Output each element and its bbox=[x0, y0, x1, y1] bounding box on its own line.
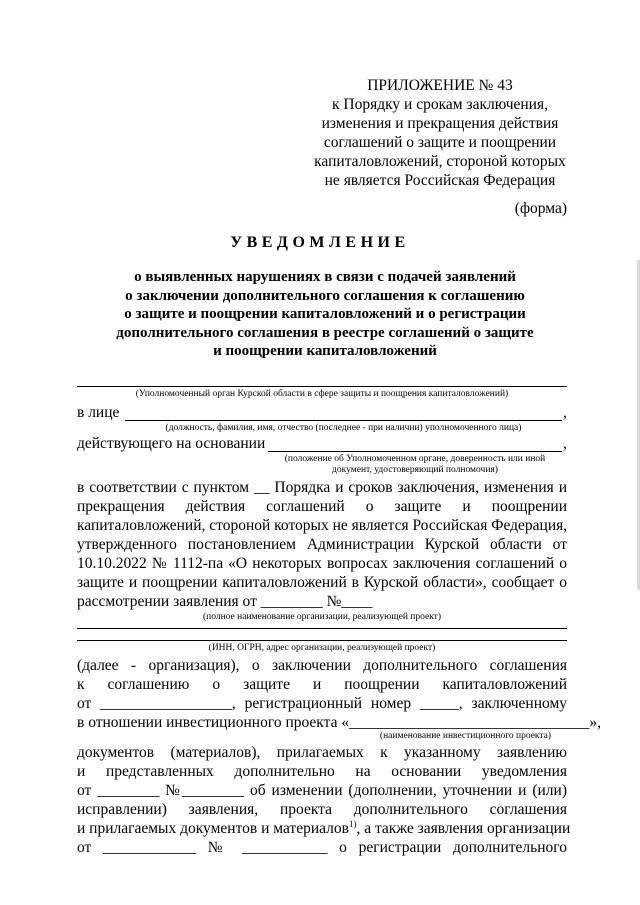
basis-caption-2: документ, удостоверяющий полномочия) bbox=[332, 465, 498, 475]
subtitle-line: о заключении дополнительного соглашения к соглашению bbox=[125, 287, 525, 304]
subtitle-line: о защите и поощрении капиталовложений и о регистрации bbox=[124, 306, 526, 322]
para3-line: документов (материалов), прилагаемых к указанному заявлению bbox=[77, 744, 567, 761]
appendix-line: изменения и прекращения действия bbox=[321, 115, 559, 132]
para1-line: утвержденного постановлением Администрации Курской области от bbox=[77, 536, 567, 553]
appendix-line: капиталовложений, стороной которых bbox=[314, 153, 566, 170]
comma: , bbox=[563, 404, 567, 421]
person-caption: (должность, фамилия, имя, отчество (последнее - при наличии) уполномоченного лица) bbox=[165, 423, 522, 433]
para1-line: прекращения действия соглашений о защите и поощрении bbox=[77, 498, 567, 515]
basis-fill-line[interactable] bbox=[268, 451, 562, 452]
person-fill-line[interactable] bbox=[125, 420, 562, 421]
para3-line bbox=[77, 819, 570, 838]
org-details-caption: (ИНН, ОГРН, адрес организации, реализующей проект) bbox=[208, 643, 436, 653]
form-label: (форма) bbox=[514, 200, 567, 217]
para1-line: 10.10.2022 № 1112-па «О некоторых вопросах заключения соглашений о bbox=[77, 555, 567, 572]
org-details-fill-line[interactable] bbox=[77, 640, 567, 641]
appendix-line: к Порядку и срокам заключения, bbox=[332, 96, 548, 113]
para2-line: (далее - организация), о заключении дополнительного соглашения bbox=[77, 657, 567, 674]
para3-line: от ________ №________ об изменении (дополнении, уточнении и (или) bbox=[77, 782, 567, 799]
organ-fill-line[interactable] bbox=[77, 386, 567, 387]
para3-text: и прилагаемых документов и материалов bbox=[77, 820, 349, 838]
para1-line: в соответствии с пунктом __ Порядка и сроков заключения, изменения и bbox=[77, 479, 567, 496]
para3-line: и представленных дополнительно на основании уведомления bbox=[77, 763, 567, 780]
subtitle-line: дополнительного соглашения в реестре соглашений о защите bbox=[116, 324, 534, 341]
subtitle-line: и поощрении капиталовложений bbox=[213, 343, 437, 359]
para1-line: рассмотрении заявления от ________ №____ bbox=[77, 593, 373, 610]
footnote-marker[interactable]: 1) bbox=[348, 819, 357, 829]
para2-line: от _________________, регистрационный номер _____, заключенному bbox=[77, 695, 567, 712]
subtitle-line: о выявленных нарушениях в связи с подачей заявлений bbox=[134, 269, 516, 285]
para3-line: от ____________ № ___________ о регистрации дополнительного bbox=[77, 839, 567, 856]
basis-caption-1: (положение об Уполномоченном органе, доверенность или иной bbox=[284, 454, 546, 464]
project-name-caption: (наименование инвестиционного проекта) bbox=[379, 731, 552, 741]
organ-caption: (Уполномоченный орган Курской области в сфере защиты и поощрения капиталовложений) bbox=[135, 389, 509, 399]
basis-label: действующего на основании bbox=[77, 435, 266, 452]
para3-line: исправлении) заявления, проекта дополнительного соглашения bbox=[77, 801, 567, 818]
org-name-caption: (полное наименование организации, реализующей проект) bbox=[202, 612, 441, 622]
document-subtitle bbox=[95, 268, 555, 361]
para1-line: капиталовложений, стороной которых не является Российская Федерация, bbox=[77, 517, 568, 534]
para3-text: , а также заявления организации bbox=[356, 820, 571, 838]
para1-line: защите и поощрении капиталовложений в Курской области», сообщает о bbox=[77, 574, 567, 591]
appendix-block bbox=[290, 76, 590, 190]
org-name-fill-line[interactable] bbox=[77, 628, 567, 629]
appendix-line: не является Российская Федерация bbox=[324, 172, 556, 189]
para2-line: в отношении инвестиционного проекта «_______________________________», bbox=[77, 714, 601, 731]
comma: , bbox=[563, 435, 567, 452]
v-litse-label: в лице bbox=[77, 404, 120, 421]
appendix-line: соглашений о защите и поощрении bbox=[323, 134, 557, 151]
document-title: УВЕДОМЛЕНИЕ bbox=[230, 234, 410, 251]
para2-line: к соглашению о защите и поощрении капиталовложений bbox=[77, 676, 567, 693]
appendix-title: ПРИЛОЖЕНИЕ № 43 bbox=[367, 77, 513, 94]
